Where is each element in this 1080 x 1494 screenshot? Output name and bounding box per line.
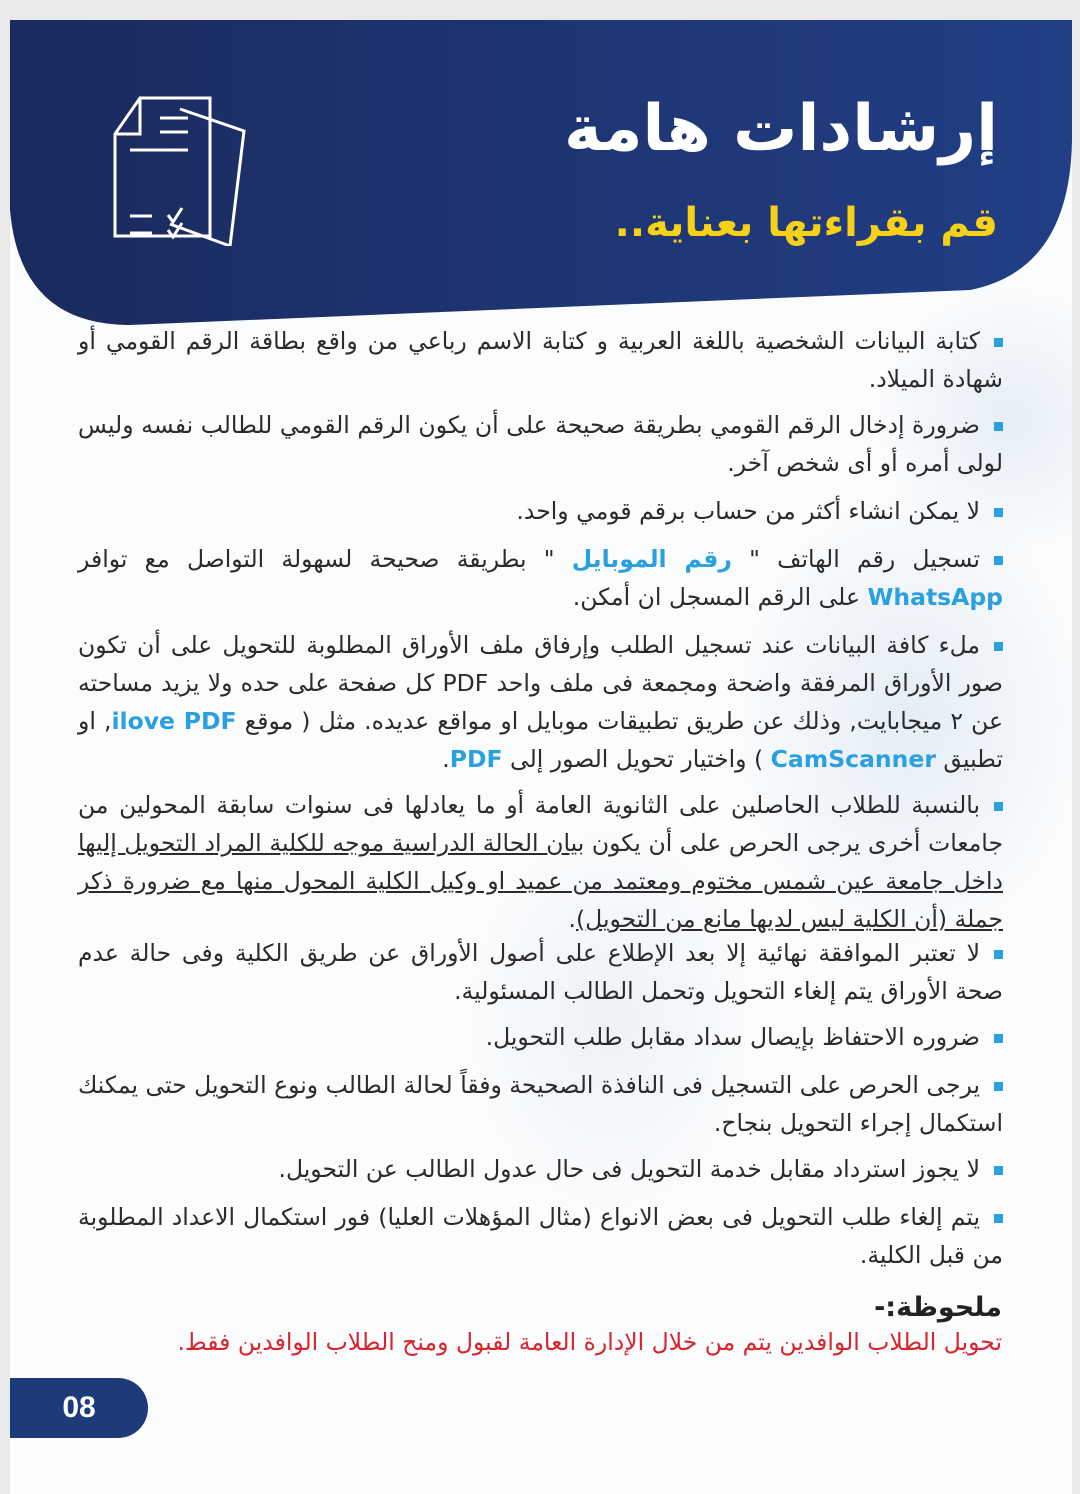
bullet-icon bbox=[994, 1214, 1003, 1223]
page-subtitle: قم بقراءتها بعناية.. bbox=[614, 200, 998, 246]
bullet-icon bbox=[994, 422, 1003, 431]
item-text: كتابة البيانات الشخصية باللغة العربية و كتابة الاسم رباعي من واقع بطاقة الرقم القومي أو شهادة الميلاد. bbox=[78, 327, 1003, 393]
item-text: بالنسبة للطلاب الحاصلين على الثانوية العامة أو ما يعادلها فى سنوات سابقة المحولين من جامعات أخرى يرجى الحرص على أن يكون bbox=[78, 791, 1003, 857]
guideline-item bbox=[78, 786, 1003, 938]
item-text: يرجى الحرص على التسجيل فى النافذة الصحيحة وفقاً لحالة الطالب ونوع التحويل حتى يمكنك استكمال إجراء التحويل بنجاح. bbox=[78, 1071, 1003, 1137]
item-text: يتم إلغاء طلب التحويل فى بعض الانواع (مثال المؤهلات العليا) فور استكمال الاعداد المطلوبة من قبل الكلية. bbox=[78, 1203, 1003, 1269]
bullet-icon bbox=[994, 1166, 1003, 1175]
item-text: ملء كافة البيانات عند تسجيل الطلب وإرفاق ملف الأوراق المطلوبة للتحويل على أن تكون صور الأوراق المرفقة واضحة ومجمعة فى ملف واحد PDF كل صفحة على حده ولا يزيد مساحته عن ٢ ميجابايت, وذلك عن طريق تطبيقات موبايل او مواقع عديده. مثل ( موقع bbox=[78, 631, 1003, 735]
note-text: تحويل الطلاب الوافدين يتم من خلال الإدارة العامة لقبول ومنح الطلاب الوافدين فقط. bbox=[177, 1328, 1002, 1356]
item-text: لا يمكن انشاء أكثر من حساب برقم قومي واحد. bbox=[516, 497, 980, 525]
guideline-item bbox=[78, 1150, 1003, 1188]
item-text: CamScanner bbox=[770, 745, 936, 773]
bullet-icon bbox=[994, 508, 1003, 517]
item-text: , او تطبيق bbox=[78, 707, 1003, 773]
bullet-icon bbox=[994, 338, 1003, 347]
guideline-item bbox=[78, 406, 1003, 482]
guideline-item bbox=[78, 492, 1003, 530]
item-text: على الرقم المسجل ان أمكن. bbox=[572, 583, 868, 611]
item-text: . bbox=[568, 905, 577, 933]
item-text: . bbox=[442, 745, 450, 773]
checklist-document-icon bbox=[110, 96, 250, 246]
item-text: ilove PDF bbox=[111, 707, 237, 735]
item-text: PDF bbox=[449, 745, 503, 773]
bullet-icon bbox=[994, 556, 1003, 565]
item-text: تسجيل رقم الهاتف " bbox=[731, 545, 980, 573]
document-page bbox=[10, 20, 1072, 1494]
item-text: بيان الحالة الدراسية موجه للكلية المراد التحويل إليها داخل جامعة عين شمس مختوم ومعتمد من عميد او وكيل الكلية المحول منها مع ضرورة ذكر جملة (أن الكلية ليس لديها مانع من التحويل) bbox=[78, 829, 1003, 933]
bullet-icon bbox=[994, 802, 1003, 811]
guideline-item bbox=[78, 1198, 1003, 1274]
page-title: إرشادات هامة bbox=[564, 92, 998, 166]
item-text: WhatsApp bbox=[867, 583, 1003, 611]
guideline-item bbox=[78, 540, 1003, 616]
guideline-item bbox=[78, 1018, 1003, 1056]
item-text: ضرورة إدخال الرقم القومي بطريقة صحيحة على أن يكون الرقم القومي للطالب نفسه وليس لولى أمره أو أى شخص آخر. bbox=[78, 411, 1003, 477]
bullet-icon bbox=[994, 950, 1003, 959]
item-text: ) واختيار تحويل الصور إلى bbox=[502, 745, 771, 773]
item-text: ضروره الاحتفاظ بإيصال سداد مقابل طلب التحويل. bbox=[485, 1023, 980, 1051]
item-text: " بطريقة صحيحة لسهولة التواصل مع توافر bbox=[78, 545, 572, 573]
bullet-icon bbox=[994, 1034, 1003, 1043]
guideline-item bbox=[78, 1066, 1003, 1142]
item-text: رقم الموبايل bbox=[571, 545, 732, 573]
bullet-icon bbox=[994, 642, 1003, 651]
guideline-item bbox=[78, 934, 1003, 1010]
item-text: لا يجوز استرداد مقابل خدمة التحويل فى حال عدول الطالب عن التحويل. bbox=[278, 1155, 980, 1183]
guideline-item bbox=[78, 322, 1003, 398]
note-title: ملحوظة:- bbox=[874, 1292, 1002, 1323]
item-text: لا تعتبر الموافقة نهائية إلا بعد الإطلاع على أصول الأوراق عن طريق الكلية وفى حالة عدم صحة الأوراق يتم إلغاء التحويل وتحمل الطالب المسئولية. bbox=[78, 939, 1003, 1005]
page-number: 08 bbox=[10, 1378, 148, 1438]
bullet-icon bbox=[994, 1082, 1003, 1091]
guideline-item bbox=[78, 626, 1003, 778]
